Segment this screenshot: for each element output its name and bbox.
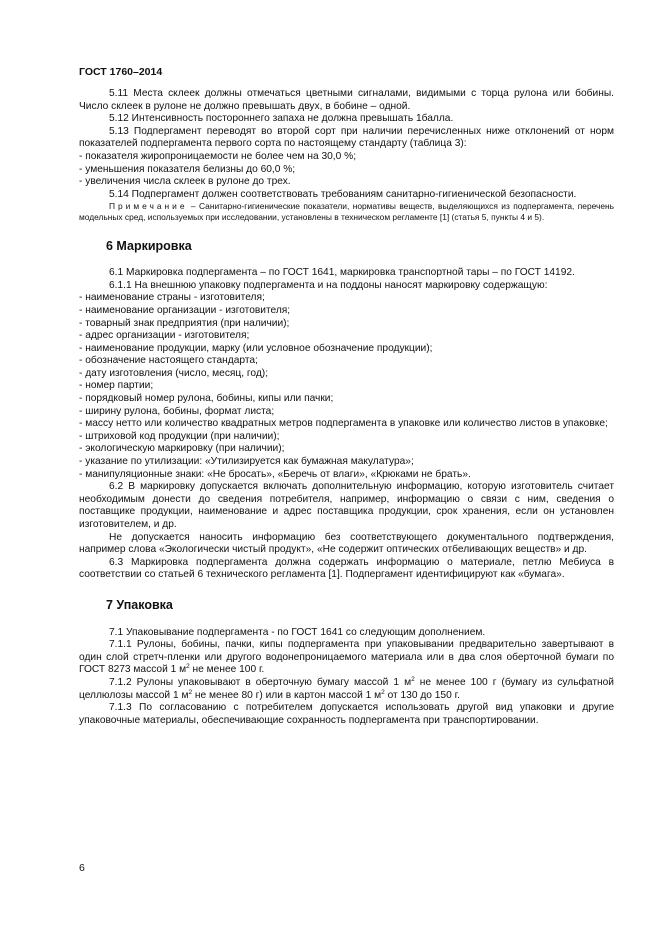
list-item: - адрес организации - изготовителя; [79, 330, 250, 342]
note-label: Примечание [109, 201, 188, 212]
list-item: - уменьшения показателя белизны до 60,0 %; [79, 163, 296, 175]
paragraph-5-11: 5.11 Места склеек должны отмечаться цветными сигналами, видимыми с торца рулона или бобины. Число склеек в рулоне не должно превышать двух, в бобине – одной. [79, 88, 614, 112]
paragraph-6-1: 6.1 Маркировка подпергамента – по ГОСТ 1641, маркировка транспортной тары – по ГОСТ 14192. [109, 267, 575, 279]
document-body [79, 88, 614, 727]
list-item: - товарный знак предприятия (при наличии); [79, 317, 290, 329]
section-6-heading: 6 Маркировка [106, 238, 192, 253]
paragraph-5-13: 5.13 Подпергамент переводят во второй сорт при наличии перечисленных ниже отклонений от норм показателей подпергамента первого сорта по настоящему стандарту (таблица 3): [79, 125, 614, 150]
list-item: - показателя жиропроницаемости не более чем на 30,0 %; [79, 150, 357, 162]
list-item: - штриховой код продукции (при наличии); [79, 430, 280, 442]
paragraph-6-2: 6.2 В маркировку допускается включать дополнительную информацию, которую изготовитель считает необходимым донести до сведения потребителя, например, информацию о связи с ним, сведения о поставщике продукции, наименование и адрес поставщика продукции, срок хранения, если он установлен изготовителем, и др. [79, 481, 614, 530]
list-item: - увеличения числа склеек в рулоне до трех. [79, 176, 291, 188]
paragraph-6-2-note: Не допускается наносить информацию без соответствующего документального подтверждения, например слова «Экологически чистый продукт», «Не содержит оптических отбеливающих веществ» и др. [79, 531, 614, 556]
list-item: - порядковый номер рулона, бобины, кипы или пачки; [79, 393, 334, 405]
list-item: - ширину рулона, бобины, формат листа; [79, 405, 275, 417]
paragraph-5-12: 5.12 Интенсивность постороннего запаха не должна превышать 1балла. [109, 113, 454, 125]
document-header: ГОСТ 1760–2014 [79, 66, 163, 78]
paragraph-5-14: 5.14 Подпергамент должен соответствовать требованиям санитарно-гигиенической безопасности. [109, 188, 577, 200]
list-item: - обозначение настоящего стандарта; [79, 355, 258, 367]
list-item: - наименование продукции, марку (или условное обозначение продукции); [79, 342, 433, 354]
list-item: - указание по утилизации: «Утилизируется как бумажная макулатура»; [79, 456, 414, 468]
list-item: - экологическую маркировку (при наличии); [79, 443, 285, 455]
list-item: - дату изготовления (число, месяц, год); [79, 367, 269, 379]
list-item: - наименование организации - изготовителя; [79, 304, 291, 316]
paragraph-7-1: 7.1 Упаковывание подпергамента - по ГОСТ 1641 со следующим дополнением. [109, 626, 486, 638]
note-text: – Санитарно-гигиенические показатели, нормативы веществ, выделяющихся из подпергамента, перечень модельных сред, используемых при исследовании, установлены в техническом регламенте [1] (статья 5, пункты 4 и 5). [79, 201, 614, 222]
paragraph-7-1-1: 7.1.1 Рулоны, бобины, пачки, кипы подпергамента при упаковывании предварительно завертывают в один слой стретч-пленки или другого водонепроницаемого материала или в два слоя оберточной бумаги по ГОСТ 8273 массой 1 $м^2$ не менее 100 г. [79, 639, 614, 676]
list-item: - манипуляционные знаки: «Не бросать», «Беречь от влаги», «Крюками не брать». [79, 468, 471, 480]
paragraph-7-1-3: 7.1.3 По согласованию с потребителем допускается использовать другой вид упаковки и другие упаковочные материалы, обеспечивающие сохранность подпергамента при транспортировании. [79, 702, 614, 726]
list-item: - номер партии; [79, 380, 154, 392]
list-item: - массу нетто или количество квадратных метров подпергамента в упаковке или количество листов в упаковке; [79, 418, 608, 430]
paragraph-7-1-2: 7.1.2 Рулоны упаковывают в оберточную бумагу массой 1 $м^2$ не менее 100 г (бумагу из сульфатной целлюлозы массой 1 $м^2$ не менее 80 г) или в картон массой 1 $м^2$ от 130 до 150 г. [79, 675, 614, 701]
page-number: 6 [79, 862, 85, 874]
paragraph-6-1-1: 6.1.1 На внешнюю упаковку подпергамента и на поддоны наносят маркировку содержащую: [109, 279, 548, 291]
note [79, 201, 614, 222]
section-7-heading: 7 Упаковка [106, 597, 173, 612]
paragraph-6-3: 6.3 Маркировка подпергамента должна содержать информацию о материале, петлю Мебиуса в соответствии со статьей 6 технического регламента [1]. Подпергамент идентифицируют как «бумага». [79, 556, 614, 581]
list-item: - наименование страны - изготовителя; [79, 292, 265, 304]
